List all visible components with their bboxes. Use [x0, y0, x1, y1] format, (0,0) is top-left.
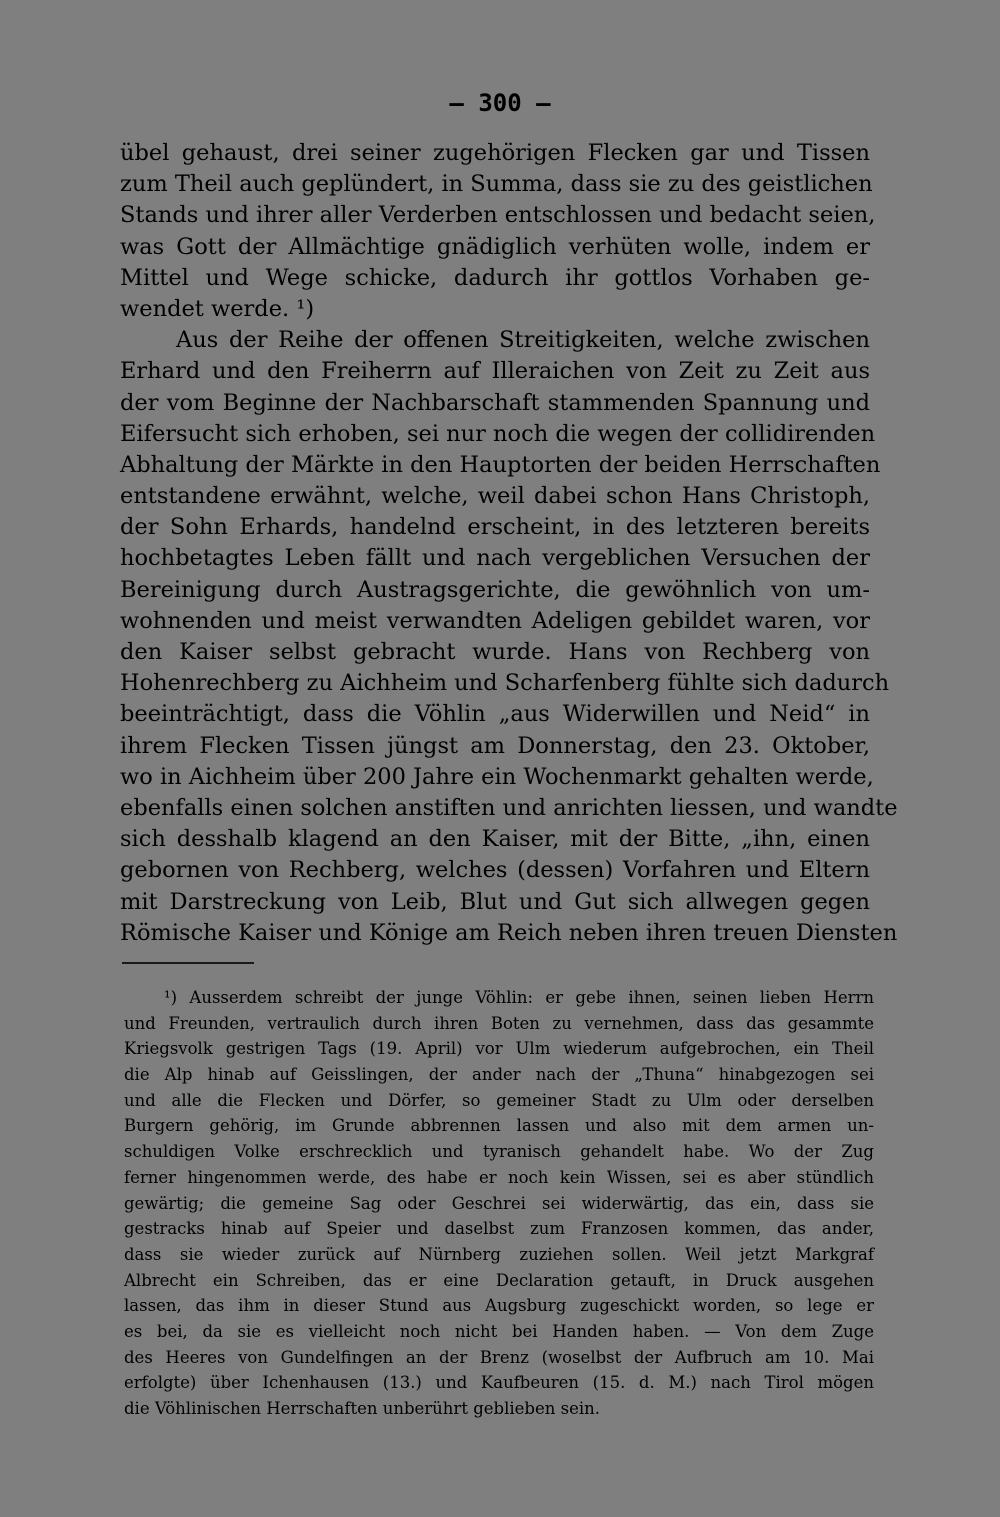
body-line: Erhard und den Freiherrn auf Illeraichen von Zeit zu Zeit aus [120, 358, 870, 385]
body-line: ebenfalls einen solchen anstiften und anrichten liessen, und wandte [120, 794, 898, 821]
body-line: mit Darstreckung von Leib, Blut und Gut sich allwegen gegen [120, 888, 870, 915]
body-line: gebornen von Rechberg, welches (dessen) Vorfahren und Eltern [120, 857, 870, 884]
footnote-line: die Vöhlinischen Herrschaften unberührt geblieben sein. [124, 1399, 600, 1418]
footnote-line: des Heeres von Gundelfingen an der Brenz (woselbst der Aufbruch am 10. Mai [124, 1347, 874, 1367]
footnote-line: die Alp hinab auf Geisslingen, der ander nach der „Thuna“ hinabgezogen sei [124, 1065, 874, 1085]
page-number: — 300 — [449, 89, 551, 117]
footnote-line: gestracks hinab auf Speier und daselbst zum Franzosen kommen, das ander, [124, 1219, 874, 1239]
body-line: Hohenrechberg zu Aichheim und Scharfenberg fühlte sich dadurch [120, 670, 890, 697]
body-line: ihrem Flecken Tissen jüngst am Donnerstag, den 23. Oktober, [120, 732, 870, 759]
footnote-line: Burgern gehörig, im Grunde abbrennen lassen und also mit dem armen un- [124, 1116, 874, 1136]
footnote-line: schuldigen Volke erschrecklich und tyranisch gehandelt habe. Wo der Zug [124, 1142, 874, 1162]
body-line: entstandene erwähnt, welche, weil dabei schon Hans Christoph, [120, 483, 870, 510]
body-line: der Sohn Erhards, handelnd erscheint, in des letzteren bereits [120, 514, 870, 541]
body-line: wohnenden und meist verwandten Adeligen gebildet waren, vor [120, 607, 870, 634]
body-line: zum Theil auch geplündert, in Summa, dass sie zu des geistlichen [120, 171, 873, 198]
footnote-line: Kriegsvolk gestrigen Tags (19. April) vor Ulm wiederum aufgebrochen, ein Theil [124, 1039, 874, 1059]
footnote [124, 985, 874, 1422]
footnote-line: lassen, das ihm in dieser Stund aus Augsburg zugeschickt worden, so lege er [124, 1296, 874, 1316]
body-line: Stands und ihrer aller Verderben entschlossen und bedacht seien, [120, 202, 876, 229]
footnote-line: Albrecht ein Schreiben, das er eine Declaration getauft, in Druck ausgehen [124, 1270, 874, 1290]
footnote-line: und Freunden, vertraulich durch ihren Boten zu vernehmen, dass das gesammte [124, 1013, 874, 1033]
body-line: wendet werde. ¹) [120, 295, 315, 322]
footnote-line: dass sie wieder zurück auf Nürnberg zuziehen sollen. Weil jetzt Markgraf [124, 1244, 874, 1264]
body-line: sich desshalb klagend an den Kaiser, mit der Bitte, „ihn, einen [120, 826, 870, 853]
footnote-line: ¹) Ausserdem schreibt der junge Vöhlin: er gebe ihnen, seinen lieben Herrn [164, 988, 874, 1007]
footnote-line: gewärtig; die gemeine Sag oder Geschrei sei widerwärtig, das ein, dass sie [124, 1193, 874, 1213]
body-line: Abhaltung der Märkte in den Hauptorten der beiden Herrschaften [120, 451, 881, 478]
body-line: übel gehaust, drei seiner zugehörigen Flecken gar und Tissen [120, 140, 870, 166]
body-line: der vom Beginne der Nachbarschaft stammenden Spannung und [120, 389, 870, 416]
footnote-line: ferner hingenommen werde, des habe er noch kein Wissen, sei es aber stündlich [124, 1167, 874, 1187]
body-line: beeinträchtigt, dass die Vöhlin „aus Widerwillen und Neid“ in [120, 701, 870, 728]
body-line: was Gott der Allmächtige gnädiglich verhüten wolle, indem er [120, 233, 870, 260]
body-line: den Kaiser selbst gebracht wurde. Hans von Rechberg von [120, 639, 870, 665]
body-line: Aus der Reihe der offenen Streitigkeiten, welche zwischen [176, 327, 870, 354]
footnote-separator [122, 962, 254, 964]
footnote-line: es bei, da sie es vielleicht noch nicht bei Handen haben. — Von dem Zuge [124, 1321, 874, 1341]
body-line: wo in Aichheim über 200 Jahre ein Wochenmarkt gehalten werde, [120, 763, 874, 790]
body-line: Bereinigung durch Austragsgerichte, die gewöhnlich von um- [120, 576, 870, 603]
footnote-line: erfolgte) über Ichenhausen (13.) und Kaufbeuren (15. d. M.) nach Tirol mögen [124, 1373, 874, 1393]
body-line: hochbetagtes Leben fällt und nach vergeblichen Versuchen der [120, 545, 870, 572]
body-line: Römische Kaiser und Könige am Reich neben ihren treuen Diensten [120, 919, 898, 946]
footnote-line: und alle die Flecken und Dörfer, so gemeiner Stadt zu Ulm oder derselben [124, 1090, 874, 1110]
body-text [120, 138, 898, 949]
body-line: Mittel und Wege schicke, dadurch ihr gottlos Vorhaben ge- [120, 264, 870, 291]
body-line: Eifersucht sich erhoben, sei nur noch die wegen der collidirenden [120, 420, 876, 447]
